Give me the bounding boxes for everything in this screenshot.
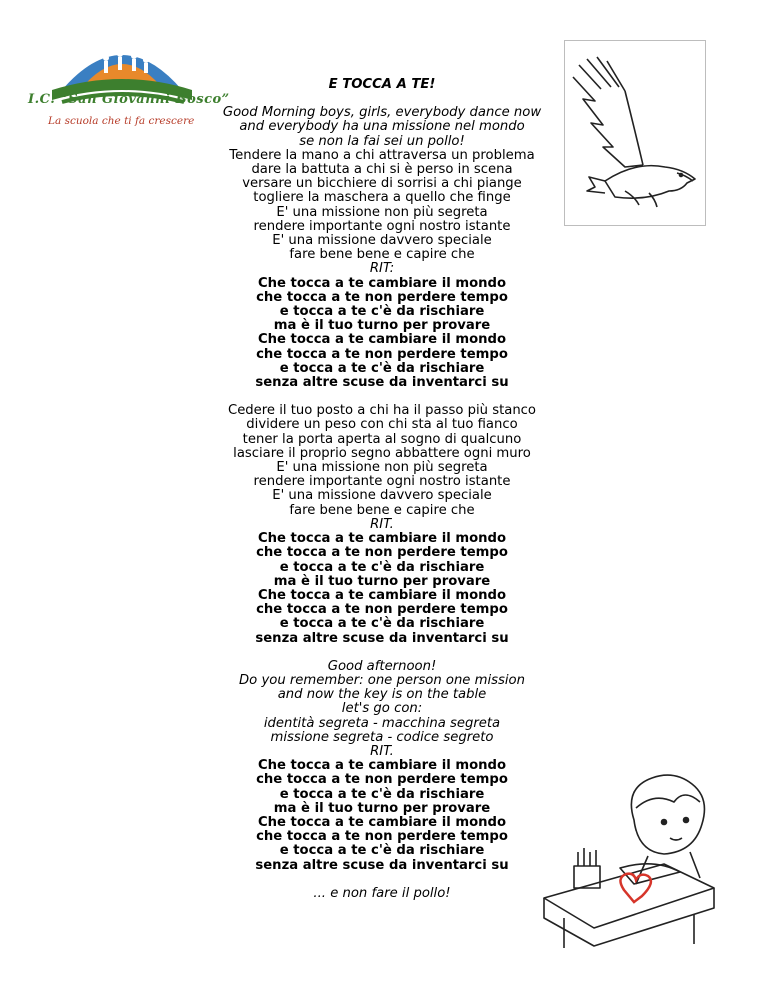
chorus-line: che tocca a te non perdere tempo (256, 602, 508, 618)
lyric-line: Do you remember: one person one mission (239, 672, 525, 688)
chorus-line: ma è il tuo turno per provare (273, 800, 491, 816)
lyric-line: lasciare il proprio segno abbattere ogni muro (233, 445, 531, 461)
lyric-line: fare bene bene e capire che (289, 502, 475, 518)
chorus-label: RIT. (370, 516, 394, 532)
chorus-line: senza altre scuse da inventarci su (255, 375, 509, 391)
chorus-1 (222, 277, 542, 391)
lyric-line: E' una missione davvero speciale (272, 488, 492, 504)
lyric-line: se non la fai sei un pollo! (299, 133, 465, 149)
lyric-line: missione segreta - codice segreto (270, 729, 494, 745)
chorus-line: che tocca a te non perdere tempo (256, 829, 508, 845)
song-title: E TOCCA A TE! (328, 77, 436, 92)
chorus-line: che tocca a te non perdere tempo (256, 772, 508, 788)
lyric-line: identità segreta - macchina segreta (263, 715, 501, 731)
song-lyrics (222, 78, 542, 901)
lyric-line: rendere importante ogni nostro istante (253, 474, 511, 490)
chorus-line: senza altre scuse da inventarci su (255, 630, 509, 646)
lyric-line: Good Morning boys, girls, everybody dance now (222, 105, 542, 121)
chorus-3 (222, 759, 542, 873)
chorus-line: ma è il tuo turno per provare (273, 318, 491, 334)
lyric-line: tener la porta aperta al sogno di qualcuno (242, 431, 522, 447)
chorus-line: che tocca a te non perdere tempo (256, 545, 508, 561)
lyric-line: Good afternoon! (327, 658, 437, 674)
lyric-line: let's go con: (341, 701, 423, 717)
eagle-icon (565, 41, 705, 225)
chorus-line: Che tocca a te cambiare il mondo (257, 758, 507, 774)
song-outro: ... e non fare il pollo! (313, 885, 451, 901)
chorus-line: Che tocca a te cambiare il mondo (257, 814, 507, 830)
chorus-line: e tocca a te c'è da rischiare (279, 360, 485, 376)
chorus-2 (222, 532, 542, 646)
chorus-line: e tocca a te c'è da rischiare (279, 616, 485, 632)
lyric-line: dividere un peso con chi sta al tuo fianco (246, 417, 518, 433)
chorus-line: che tocca a te non perdere tempo (256, 289, 508, 305)
lyric-line: and now the key is on the table (277, 687, 487, 703)
chorus-line: Che tocca a te cambiare il mondo (257, 275, 507, 291)
school-motto: La scuola che ti fa crescere (48, 115, 195, 127)
lyric-line: togliere la maschera a quello che finge (253, 190, 511, 206)
lyric-line: rendere importante ogni nostro istante (253, 218, 511, 234)
verse-3 (222, 660, 542, 745)
lyric-line: E' una missione non più segreta (276, 460, 488, 476)
child-drawing-illustration (524, 768, 724, 952)
verse-intro (222, 106, 542, 149)
lyric-line: fare bene bene e capire che (289, 247, 475, 263)
chorus-line: che tocca a te non perdere tempo (256, 346, 508, 362)
lyric-line: E' una missione non più segreta (276, 204, 488, 220)
verse-2 (222, 404, 542, 518)
chorus-label: RIT. (370, 743, 394, 759)
chorus-line: Che tocca a te cambiare il mondo (257, 332, 507, 348)
eagle-illustration (564, 40, 706, 226)
chorus-label: RIT: (369, 261, 395, 277)
verse-1 (222, 149, 542, 263)
lyric-line: E' una missione davvero speciale (272, 233, 492, 249)
lyric-line: dare la battuta a chi si è perso in scena (251, 162, 513, 178)
lyric-line: Tendere la mano a chi attraversa un problema (229, 147, 535, 163)
chorus-line: senza altre scuse da inventarci su (255, 857, 509, 873)
chorus-line: Che tocca a te cambiare il mondo (257, 531, 507, 547)
chorus-line: e tocca a te c'è da rischiare (279, 843, 485, 859)
chorus-line: e tocca a te c'è da rischiare (279, 559, 485, 575)
chorus-line: e tocca a te c'è da rischiare (279, 304, 485, 320)
lyric-line: and everybody ha una missione nel mondo (239, 119, 525, 135)
lyric-line: Cedere il tuo posto a chi ha il passo più stanco (227, 403, 537, 419)
school-name: I.C. “San Giovanni Bosco” (28, 92, 230, 107)
chorus-line: ma è il tuo turno per provare (273, 573, 491, 589)
chorus-line: Che tocca a te cambiare il mondo (257, 587, 507, 603)
chorus-line: e tocca a te c'è da rischiare (279, 786, 485, 802)
lyric-line: versare un bicchiere di sorrisi a chi piange (242, 176, 522, 192)
